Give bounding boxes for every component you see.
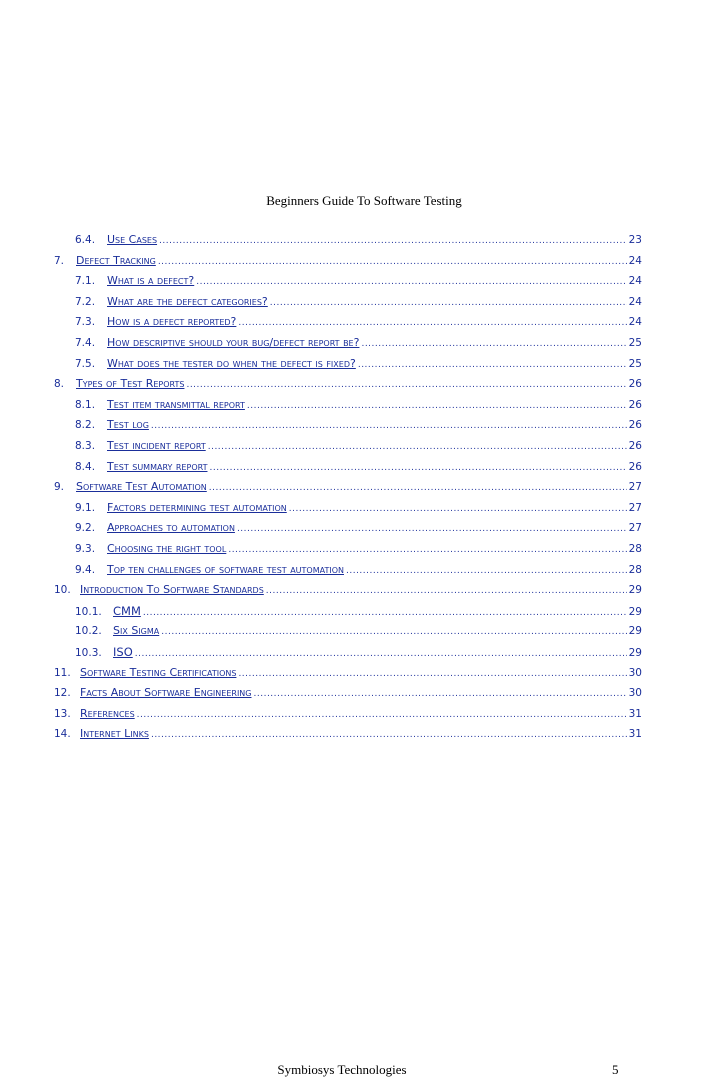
toc-entry-link[interactable]: Test incident report: [107, 439, 206, 452]
toc-leader-dots: [137, 708, 627, 722]
toc-leader-dots: [196, 275, 626, 289]
toc-leader-dots: [209, 461, 626, 475]
toc-entry-number: 8.2.: [75, 419, 96, 432]
toc-entry-link[interactable]: What is a defect?: [107, 274, 195, 288]
toc-entry-page: 26: [628, 398, 642, 411]
toc-entry-page: 30: [628, 666, 642, 679]
toc-entry-page: 29: [628, 584, 642, 597]
toc-leader-dots: [135, 647, 627, 661]
toc-entry-number: 7.1.: [75, 275, 96, 288]
toc-leader-dots: [346, 564, 627, 578]
toc-entry-number: 11.: [54, 666, 71, 679]
toc-entry[interactable]: [54, 624, 642, 638]
toc-entry-link[interactable]: Types of Test Reports: [76, 377, 185, 391]
toc-entry-number: 8.3.: [75, 440, 96, 452]
toc-entry[interactable]: [54, 418, 642, 432]
toc-entry-link[interactable]: What are the defect categories?: [107, 294, 268, 308]
toc-entry[interactable]: [54, 480, 642, 494]
toc-entry-number: 9.: [54, 481, 65, 494]
toc-entry-link[interactable]: Internet Links: [80, 727, 149, 741]
toc-entry-number: 7.5.: [75, 357, 96, 370]
toc-entry-number: 9.2.: [75, 522, 96, 535]
toc-entry-link[interactable]: Six Sigma: [113, 624, 160, 638]
toc-entry[interactable]: [54, 377, 642, 391]
toc-entry-number: 9.4.: [75, 563, 96, 576]
toc-entry-number: 8.: [54, 378, 65, 391]
toc-entry[interactable]: [54, 563, 642, 577]
toc-entry-link[interactable]: ISO: [113, 645, 133, 659]
toc-entry-page: 29: [628, 625, 642, 638]
toc-leader-dots: [289, 502, 627, 516]
toc-leader-dots: [209, 481, 627, 495]
toc-entry-page: 26: [628, 460, 642, 473]
toc-entry-link[interactable]: How descriptive should your bug/defect report be?: [107, 336, 360, 349]
toc-entry-link[interactable]: Top ten challenges of software test automation: [107, 562, 344, 576]
footer-page-number: 5: [612, 1062, 619, 1077]
toc-entry-link[interactable]: Factors determining test automation: [107, 500, 287, 514]
toc-entry[interactable]: [54, 336, 642, 350]
toc-entry[interactable]: [54, 315, 642, 329]
toc-entry-number: 6.4.: [75, 234, 96, 246]
toc-leader-dots: [159, 234, 627, 248]
toc-entry-page: 24: [628, 275, 642, 288]
toc-entry-link[interactable]: Software Testing Certifications: [80, 665, 237, 679]
toc-entry-number: 12.: [54, 687, 71, 700]
toc-entry[interactable]: [54, 707, 642, 721]
toc-entry-link[interactable]: Use Cases: [107, 233, 158, 246]
toc-entry-link[interactable]: Test log: [107, 418, 149, 432]
toc-leader-dots: [186, 378, 626, 392]
toc-entry-page: 24: [628, 254, 642, 267]
toc-entry-page: 28: [628, 563, 642, 576]
toc-entry[interactable]: [54, 645, 642, 659]
toc-entry-number: 9.1.: [75, 501, 96, 514]
toc-leader-dots: [361, 337, 626, 351]
toc-leader-dots: [254, 687, 627, 701]
toc-entry-page: 26: [628, 378, 642, 391]
footer-company-name: Symbiosys Technologies: [277, 1062, 407, 1077]
toc-entry-link[interactable]: What does the tester do when the defect is fixed?: [107, 356, 356, 370]
toc-leader-dots: [358, 358, 627, 372]
toc-leader-dots: [158, 255, 627, 269]
toc-entry-page: 27: [628, 522, 642, 535]
toc-leader-dots: [266, 584, 627, 598]
toc-entry-page: 27: [628, 501, 642, 514]
toc-entry-page: 26: [628, 440, 642, 452]
toc-entry[interactable]: [54, 686, 642, 700]
toc-leader-dots: [238, 316, 626, 330]
toc-leader-dots: [270, 296, 627, 310]
toc-entry-page: 30: [628, 687, 642, 700]
toc-entry-number: 8.1.: [75, 398, 96, 411]
toc-entry[interactable]: [54, 460, 642, 474]
toc-entry-page: 31: [628, 707, 642, 720]
toc-entry-number: 7.4.: [75, 337, 96, 349]
toc-leader-dots: [143, 606, 627, 620]
toc-entry-page: 25: [628, 357, 642, 370]
toc-entry[interactable]: [54, 501, 642, 515]
toc-entry-page: 27: [628, 481, 642, 494]
toc-leader-dots: [238, 667, 626, 681]
toc-entry-page: 23: [628, 234, 642, 246]
toc-entry-link[interactable]: Approaches to automation: [107, 521, 235, 535]
toc-entry-number: 8.4.: [75, 460, 96, 473]
toc-entry[interactable]: [54, 233, 642, 247]
toc-entry[interactable]: [54, 521, 642, 535]
toc-entry-link[interactable]: How is a defect reported?: [107, 315, 237, 329]
toc-leader-dots: [247, 399, 627, 413]
toc-entry[interactable]: [54, 666, 642, 680]
toc-entry-link[interactable]: Test item transmittal report: [107, 397, 245, 411]
toc-leader-dots: [151, 728, 627, 742]
toc-leader-dots: [237, 522, 627, 536]
toc-entry-link[interactable]: Choosing the right tool: [107, 542, 227, 555]
toc-entry[interactable]: [54, 542, 642, 556]
toc-entry-page: 29: [628, 647, 642, 659]
toc-entry-number: 9.3.: [75, 543, 96, 555]
toc-entry-link[interactable]: References: [80, 706, 135, 720]
toc-entry[interactable]: [54, 439, 642, 453]
toc-entry[interactable]: [54, 727, 642, 741]
toc-entry-number: 14.: [54, 728, 71, 741]
toc-entry-number: 7.2.: [75, 295, 96, 308]
toc-entry-number: 10.: [54, 584, 71, 597]
toc-entry-page: 29: [628, 605, 642, 618]
toc-entry-link[interactable]: Defect Tracking: [76, 253, 156, 267]
toc-entry-page: 28: [628, 543, 642, 555]
toc-leader-dots: [151, 419, 627, 433]
toc-entry-number: 10.1.: [75, 605, 102, 618]
toc-entry[interactable]: [54, 254, 642, 268]
toc-entry[interactable]: [54, 583, 642, 597]
toc-entry-link[interactable]: Software Test Automation: [76, 480, 207, 494]
toc-entry-page: 31: [628, 728, 642, 741]
toc-entry-number: 10.2.: [75, 625, 102, 638]
toc-leader-dots: [161, 625, 626, 639]
toc-entry-link[interactable]: Test summary report: [107, 459, 208, 473]
toc-entry-number: 7.3.: [75, 316, 96, 329]
toc-entry-number: 10.3.: [75, 647, 102, 659]
toc-entry-number: 7.: [54, 254, 65, 267]
toc-entry-link[interactable]: CMM: [113, 603, 141, 618]
toc-entry[interactable]: [54, 274, 642, 288]
toc-entry-link[interactable]: Facts About Software Engineering: [80, 686, 252, 700]
toc-entry-page: 24: [628, 316, 642, 329]
toc-entry-page: 24: [628, 295, 642, 308]
toc-entry-page: 26: [628, 419, 642, 432]
toc-entry[interactable]: [54, 357, 642, 371]
toc-entry-link[interactable]: Introduction To Software Standards: [80, 583, 264, 597]
toc-leader-dots: [208, 440, 627, 454]
toc-entry[interactable]: [54, 398, 642, 412]
toc-entry-number: 13.: [54, 707, 71, 720]
toc-leader-dots: [228, 543, 626, 557]
toc-entry-page: 25: [628, 337, 642, 349]
toc-entry[interactable]: [54, 604, 642, 618]
page-header-title: Beginners Guide To Software Testing: [266, 193, 462, 208]
toc-entry[interactable]: [54, 295, 642, 309]
